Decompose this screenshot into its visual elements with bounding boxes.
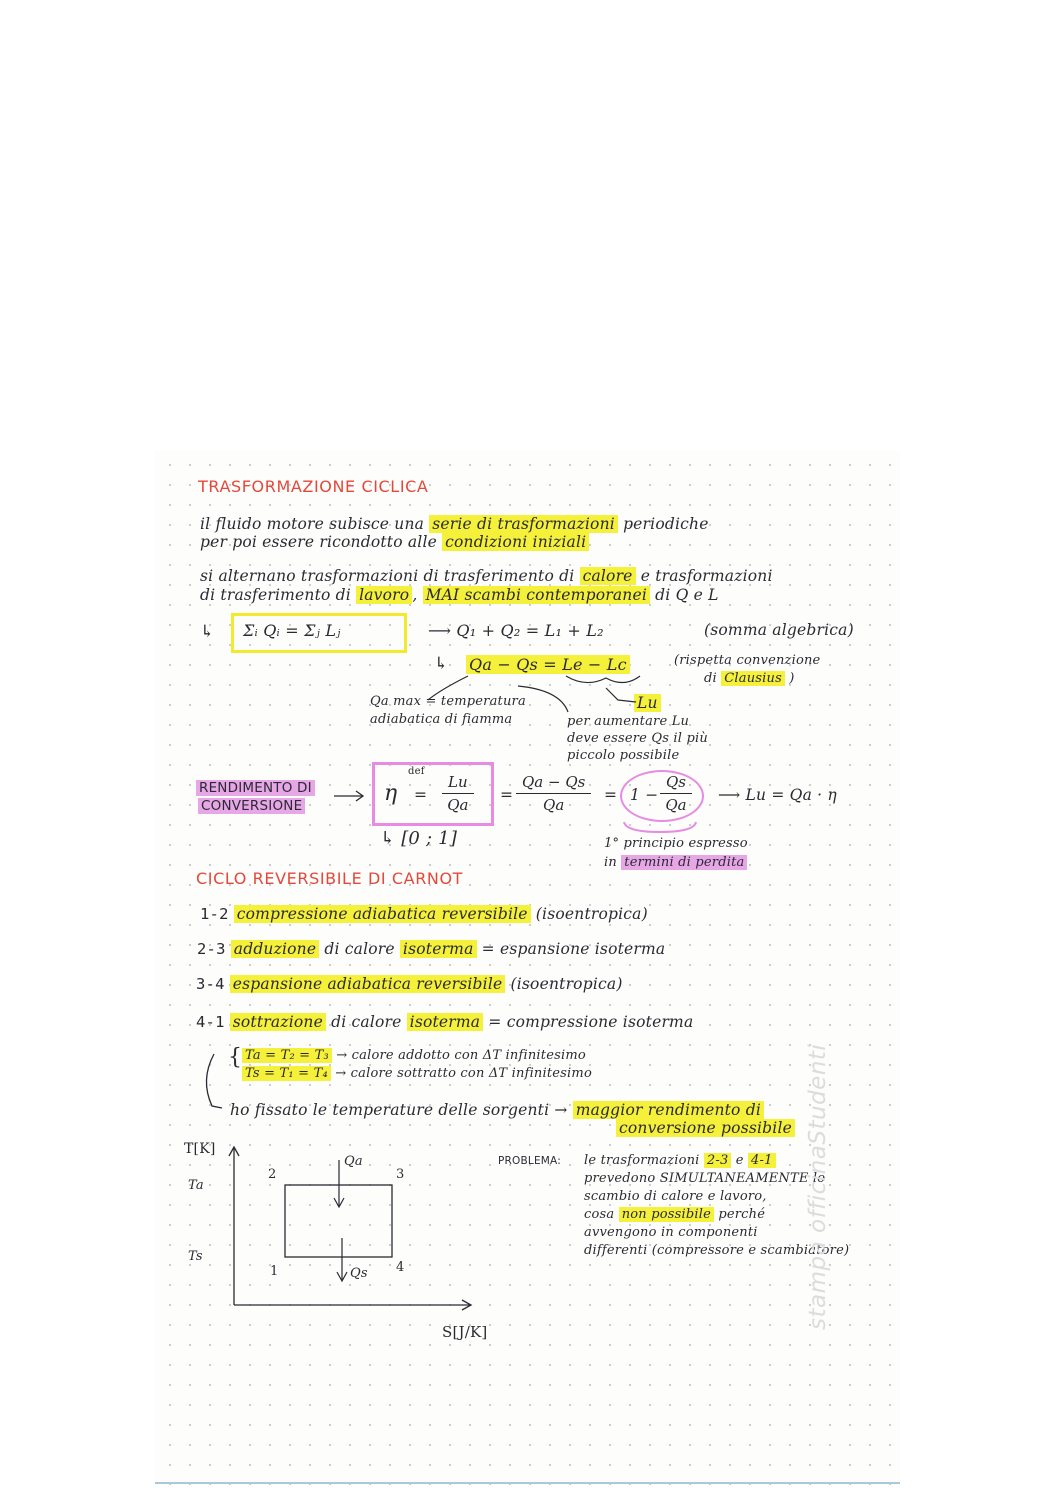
def-label: def	[408, 766, 425, 777]
efficiency-range: ↳ [0 ; 1]	[380, 828, 458, 849]
note-qa-max-line-2: adiabatica di fiamma	[370, 712, 513, 727]
step-number: 2-3	[197, 940, 226, 958]
highlight-termini-perdita: termini di perdita	[621, 855, 747, 870]
note-lu-line-2: deve essere Qs il più	[567, 731, 708, 746]
text: = compressione isoterma	[488, 1013, 694, 1031]
highlight-qa-qs-le-lc: Qa − Qs = Le − Lc	[466, 655, 630, 674]
energy-balance-expanded: ⟶ Q₁ + Q₂ = L₁ + L₂	[428, 621, 604, 640]
title-ciclo-carnot: CICLO REVERSIBILE DI CARNOT	[196, 869, 464, 888]
highlight-conversione: CONVERSIONE	[198, 798, 305, 814]
text: e	[735, 1153, 744, 1168]
highlight-4-1: 4-1	[748, 1153, 776, 1168]
text: ,	[412, 586, 418, 604]
highlight-ta-equation: Ta = T₂ = T₃	[242, 1048, 332, 1063]
ts-tick-label: Ts	[188, 1249, 203, 1264]
text: e trasformazioni	[640, 567, 773, 585]
highlight-lavoro: lavoro	[356, 586, 412, 604]
point-4-label: 4	[396, 1260, 405, 1275]
note-principio-line-1: 1° principio espresso	[604, 836, 748, 851]
highlight-mai-scambi: MAI scambi contemporanei	[423, 586, 650, 604]
point-2-label: 2	[268, 1167, 277, 1182]
text: → calore sottratto con ΔT infinitesimo	[335, 1066, 592, 1081]
highlight-maggior-rendimento: maggior rendimento di	[573, 1101, 764, 1119]
text: (isoentropica)	[535, 905, 648, 923]
note-lu-line-1: per aumentare Lu	[567, 714, 690, 729]
highlight-condizioni-iniziali: condizioni iniziali	[442, 533, 589, 551]
eta-symbol: η	[384, 781, 398, 806]
title-trasformazione-ciclica: TRASFORMAZIONE CICLICA	[198, 477, 429, 496]
text: di	[704, 671, 717, 686]
text: per poi essere ricondotto alle	[200, 533, 437, 551]
problema-label: PROBLEMA:	[498, 1155, 561, 1167]
equals-sign: =	[500, 786, 514, 804]
highlight-isoterma: isoterma	[407, 1013, 484, 1031]
text: perché	[718, 1207, 766, 1222]
point-3-label: 3	[396, 1167, 405, 1182]
step-number: 3-4	[196, 975, 225, 993]
text: (isoentropica)	[510, 975, 623, 993]
highlight-calore: calore	[580, 567, 636, 585]
highlight-adduzione: adduzione	[231, 940, 319, 958]
highlight-compressione-adiabatica: compressione adiabatica reversibile	[234, 905, 531, 923]
text: in	[604, 855, 617, 870]
watermark: stampa officinaStudenti	[805, 1043, 831, 1330]
highlight-2-3: 2-3	[704, 1153, 732, 1168]
text: ho fissato le temperature delle sorgenti →	[230, 1101, 568, 1119]
equals-sign: =	[604, 786, 618, 804]
numerator: Lu	[442, 773, 474, 794]
text: cosa	[584, 1207, 615, 1222]
problema-line-5: avvengono in componenti	[584, 1225, 758, 1240]
denominator: Qa	[665, 796, 687, 814]
problema-line-6: differenti (compressore e scambiatore)	[584, 1243, 850, 1258]
highlight-ts-equation: Ts = T₁ = T₄	[242, 1066, 331, 1081]
highlight-non-possibile: non possibile	[619, 1207, 714, 1222]
point-1-label: 1	[270, 1264, 279, 1279]
problema-line-3: scambio di calore e lavoro,	[584, 1189, 767, 1204]
text: )	[789, 671, 795, 686]
highlight-serie-trasformazioni: serie di trasformazioni	[429, 515, 618, 533]
problema-line-4	[584, 1207, 765, 1222]
highlight-rendimento: RENDIMENTO DI	[196, 780, 315, 796]
energy-balance-equation: Σᵢ Qᵢ = Σⱼ Lⱼ	[243, 621, 341, 640]
text: di calore	[331, 1013, 402, 1031]
highlight-espansione-adiabatica: espansione adiabatica reversibile	[230, 975, 506, 993]
y-axis-label: T[K]	[184, 1141, 216, 1157]
equals-sign: =	[414, 786, 428, 804]
denominator: Qa	[447, 796, 469, 814]
highlight-lu: Lu	[634, 694, 661, 712]
highlight-conversione-possibile: conversione possibile	[616, 1119, 795, 1137]
text: di Q e L	[655, 586, 719, 604]
numerator: Qa − Qs	[516, 773, 591, 794]
note-qa-max-line-1: Qa max = temperatura	[370, 694, 526, 709]
one-minus: 1 −	[630, 786, 659, 804]
step-number: 4-1	[196, 1013, 225, 1031]
x-axis-label: S[J/K]	[442, 1323, 488, 1341]
curly-brace: {	[228, 1045, 243, 1070]
ta-tick-label: Ta	[188, 1178, 204, 1193]
highlight-sottrazione: sottrazione	[230, 1013, 326, 1031]
problema-line-1	[584, 1153, 776, 1168]
highlight-isoterma: isoterma	[400, 940, 477, 958]
note-lu-line-3: piccolo possibile	[567, 748, 680, 763]
text: → calore addotto con ΔT infinitesimo	[336, 1048, 586, 1063]
denominator: Qa	[543, 796, 565, 814]
text: le trasformazioni	[584, 1153, 700, 1168]
qa-arrow-label: Qa	[344, 1154, 363, 1169]
text: di trasferimento di	[200, 586, 351, 604]
numerator: Qs	[660, 773, 692, 794]
problema-line-2: prevedono SIMULTANEAMENTE lo	[584, 1171, 826, 1186]
arrow-glyph: ↳	[200, 622, 215, 642]
step-number: 1-2	[200, 905, 229, 923]
qs-arrow-label: Qs	[350, 1266, 368, 1281]
text: si alternano trasformazioni di trasferimento di	[200, 567, 575, 585]
note-somma-algebrica: (somma algebrica)	[704, 621, 854, 639]
note-clausius-line-1: (rispetta convenzione	[674, 653, 821, 668]
result-lu-equation: ⟶ Lu = Qa · η	[718, 786, 837, 804]
highlight-clausius: Clausius	[721, 671, 785, 686]
text: di calore	[324, 940, 395, 958]
text: periodiche	[623, 515, 709, 533]
text: = espansione isoterma	[481, 940, 666, 958]
arrow-glyph: ↳	[434, 654, 449, 674]
text: il fluido motore subisce una	[200, 515, 425, 533]
